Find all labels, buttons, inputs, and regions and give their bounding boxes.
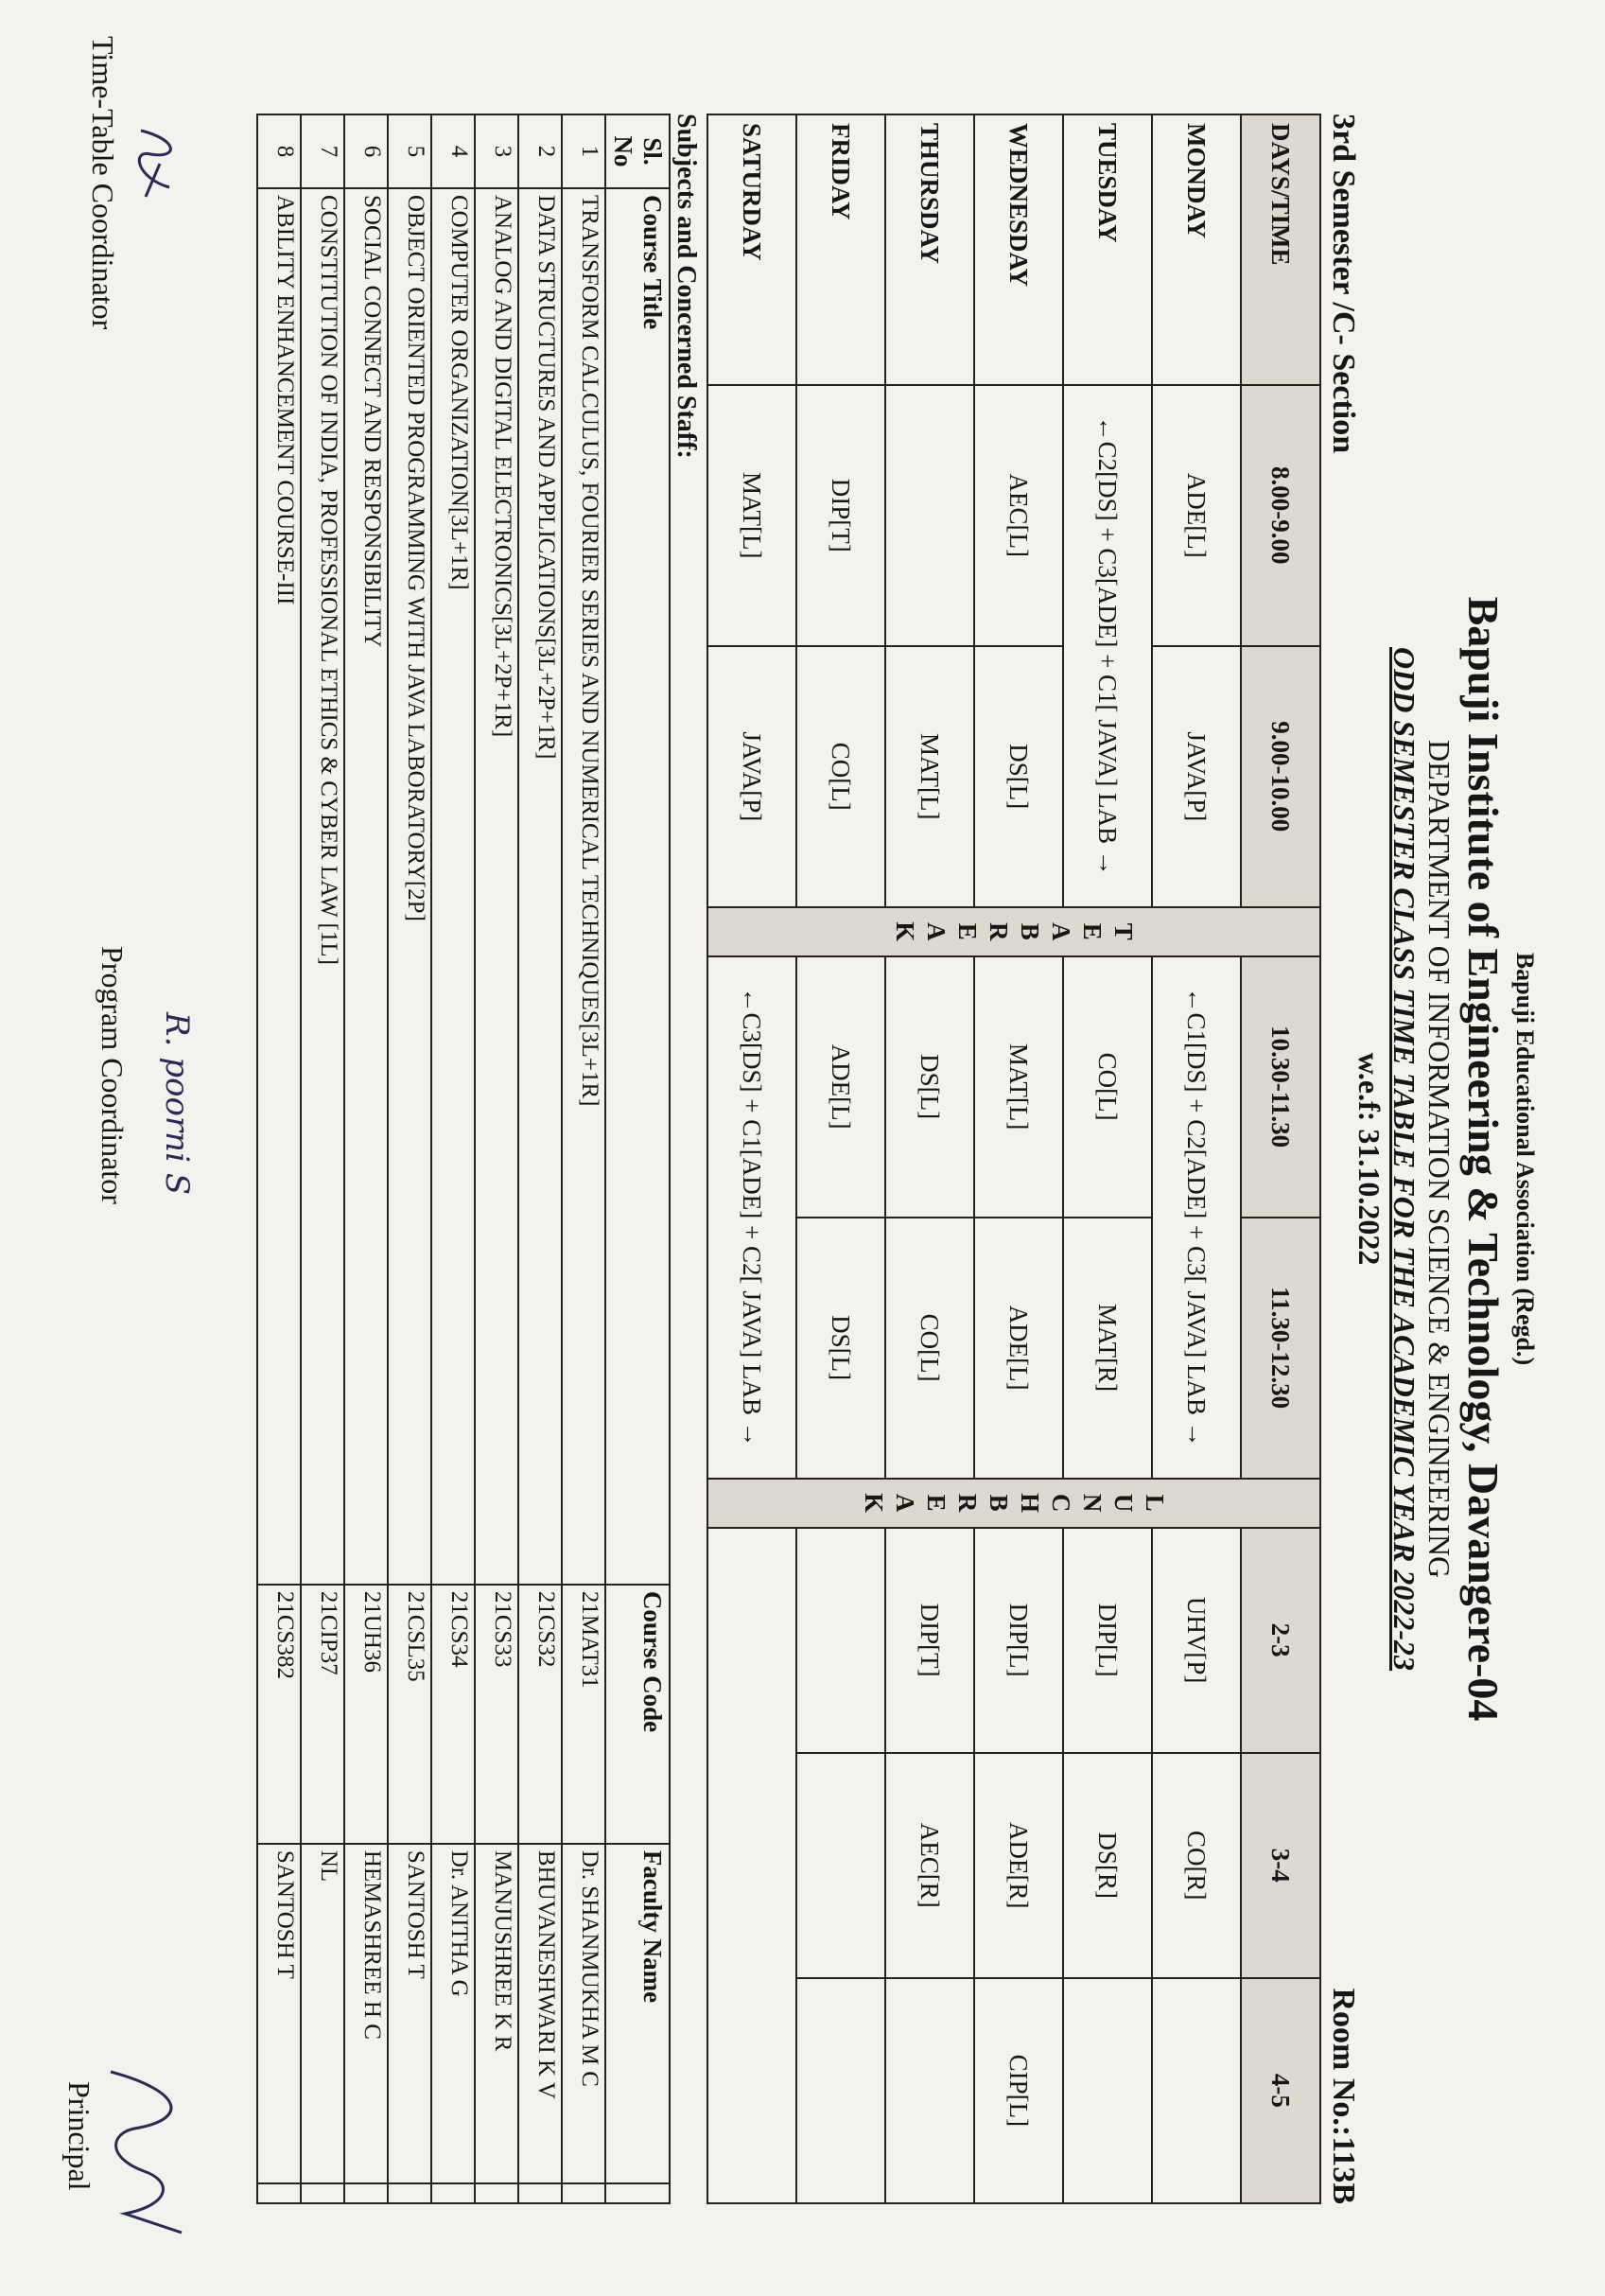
break-letter: C <box>1047 1493 1075 1513</box>
timetable-row-saturday <box>707 114 796 2203</box>
slot-header: 8.00-9.00 <box>1241 385 1320 646</box>
timetable-cell: DS[L] <box>796 1218 885 1479</box>
break-letter: E <box>953 922 982 940</box>
timetable-cell: CO[L] <box>885 1218 974 1479</box>
break-letter: E <box>1078 922 1107 940</box>
timetable-cell <box>1063 1978 1152 2203</box>
day-cell: SATURDAY <box>707 114 796 385</box>
timetable-cell: MAT[L] <box>707 385 796 646</box>
sl-no: 6 <box>344 114 388 188</box>
timetable-cell: MAT[L] <box>885 646 974 907</box>
timetable-cell: ADE[L] <box>974 1218 1063 1479</box>
principal-label: Principal <box>62 2081 96 2191</box>
course-code: 21CS382 <box>257 1585 301 1844</box>
slot-header: 3-4 <box>1241 1753 1320 1978</box>
break-letter: B <box>985 1494 1013 1512</box>
empty-cell <box>431 2183 475 2203</box>
effective-date: w.e.f: 31.10.2022 <box>1352 1052 1387 1266</box>
course-title: TRANSFORM CALCULUS, FOURIER SERIES AND NUMERICAL TECHNIQUES[3L+1R] <box>562 188 605 1585</box>
break-letter: T <box>1109 922 1138 940</box>
corner-cell: DAYS/TIME <box>1241 114 1320 385</box>
faculty-name: BHUVANESHWARI K V <box>518 1844 562 2183</box>
timetable-row-wednesday <box>974 114 1063 2203</box>
timetable-cell: DS[R] <box>1063 1753 1152 1978</box>
subjects-table <box>256 114 671 2204</box>
faculty-name-header: Faculty Name <box>605 1844 670 2183</box>
course-code: 21MAT31 <box>562 1585 605 1844</box>
document-content <box>256 114 1539 2204</box>
timetable-cell: AEC[R] <box>885 1753 974 1978</box>
subjects-heading: Subjects and Concerned Staff: <box>672 114 701 459</box>
timetable-cell: UHV[P] <box>1152 1528 1241 1753</box>
course-title-header: Course Title <box>605 188 670 1585</box>
room-number: Room No.:113B <box>1326 1988 1361 2204</box>
timetable-cell: ADE[L] <box>796 956 885 1218</box>
lunch-break-column <box>707 1479 1320 1528</box>
timetable-cell: ADE[R] <box>974 1753 1063 1978</box>
timetable-cell <box>796 1978 885 2203</box>
timetable-cell <box>796 1528 885 1753</box>
sl-no-header: Sl. No <box>605 114 670 188</box>
day-cell: WEDNESDAY <box>974 114 1063 385</box>
timetable-cell: DIP[L] <box>1063 1528 1152 1753</box>
timetable-row-monday <box>1152 114 1241 2203</box>
course-title: OBJECT ORIENTED PROGRAMMING WITH JAVA LABORATORY[2P] <box>388 188 431 1585</box>
slot-header: 4-5 <box>1241 1978 1320 2203</box>
program-coordinator-sign: R. poorni S <box>158 1012 196 1196</box>
timetable-row-friday <box>796 114 885 2203</box>
subject-row <box>388 114 431 2203</box>
slot-header: 2-3 <box>1241 1528 1320 1753</box>
course-code: 21CIP37 <box>301 1585 344 1844</box>
timetable-cell: AEC[L] <box>974 385 1063 646</box>
subjects-header-row <box>605 114 670 2203</box>
timetable-coordinator-label: Time-Table Coordinator <box>86 36 120 330</box>
timetable-grid <box>707 114 1321 2204</box>
timetable-cell: JAVA[P] <box>707 646 796 907</box>
subject-row <box>431 114 475 2203</box>
empty-cell <box>562 2183 605 2203</box>
lab-cell: ←C1[DS] + C2[ADE] + C3[ JAVA] LAB → <box>1152 956 1241 1479</box>
timetable-cell: CO[L] <box>1063 956 1152 1218</box>
timetable-cell: DIP[L] <box>974 1528 1063 1753</box>
empty-cell <box>257 2183 301 2203</box>
faculty-name: Dr. SHANMUKHA M C <box>562 1844 605 2183</box>
institute-name: Bapuji Institute of Engineering & Technology, Davangere-04 <box>1459 596 1508 1722</box>
timetable-cell: MAT[L] <box>974 956 1063 1218</box>
break-letter: E <box>922 1494 951 1512</box>
timetable-title: ODD SEMESTER CLASS TIME TABLE FOR THE ACADEMIC YEAR 2022-23 <box>1387 646 1422 1672</box>
course-title: ABILITY ENHANCEMENT COURSE-III <box>257 188 301 1585</box>
timetable-cell <box>1152 1978 1241 2203</box>
sl-no: 1 <box>562 114 605 188</box>
faculty-name: SANTOSH T <box>388 1844 431 2183</box>
association-name: Bapuji Educational Association (Regd.) <box>1511 952 1539 1366</box>
signature-scribble-icon <box>122 121 188 206</box>
slot-header: 10.30-11.30 <box>1241 956 1320 1218</box>
break-letter: H <box>1016 1493 1044 1514</box>
empty-cell <box>344 2183 388 2203</box>
semester-section: 3rd Semester /C- Section <box>1326 114 1361 454</box>
subject-row <box>344 114 388 2203</box>
timetable-cell <box>885 385 974 646</box>
sl-no: 3 <box>475 114 518 188</box>
empty-cell <box>518 2183 562 2203</box>
lab-cell: ←C2[DS] + C3[ADE] + C1[ JAVA] LAB → <box>1063 385 1152 907</box>
subject-row <box>562 114 605 2203</box>
day-cell: THURSDAY <box>885 114 974 385</box>
timetable-cell: JAVA[P] <box>1152 646 1241 907</box>
break-letter: A <box>922 921 951 941</box>
course-code: 21CS33 <box>475 1585 518 1844</box>
break-letter: A <box>1047 921 1075 941</box>
tea-break-letters <box>889 908 1139 955</box>
faculty-name: SANTOSH T <box>257 1844 301 2183</box>
timetable-cell <box>885 1978 974 2203</box>
empty-cell <box>475 2183 518 2203</box>
subject-row <box>518 114 562 2203</box>
sl-no: 4 <box>431 114 475 188</box>
timetable-cell: ADE[L] <box>1152 385 1241 646</box>
timetable-cell: CO[R] <box>1152 1753 1241 1978</box>
empty-cell <box>388 2183 431 2203</box>
subject-row <box>301 114 344 2203</box>
empty-header <box>605 2183 670 2203</box>
faculty-name: MANJUSHREE K R <box>475 1844 518 2183</box>
day-cell: FRIDAY <box>796 114 885 385</box>
class-meta <box>1325 114 1359 2204</box>
course-code: 21CSL35 <box>388 1585 431 1844</box>
break-letter: N <box>1078 1493 1107 1513</box>
program-coordinator-signature <box>95 946 196 1204</box>
course-title: SOCIAL CONNECT AND RESPONSIBILITY <box>344 188 388 1585</box>
break-letter: K <box>860 1493 888 1514</box>
course-code-header: Course Code <box>605 1585 670 1844</box>
slot-header: 11.30-12.30 <box>1241 1218 1320 1479</box>
empty-afternoon <box>707 1528 796 2203</box>
principal-signature <box>61 2081 96 2191</box>
day-cell: MONDAY <box>1152 114 1241 385</box>
course-title: ANALOG AND DIGITAL ELECTRONICS[3L+2P+1R] <box>475 188 518 1585</box>
course-code: 21CS32 <box>518 1585 562 1844</box>
document-header <box>1352 114 1539 2204</box>
break-letter: L <box>1141 1494 1169 1512</box>
timetable-cell: CIP[L] <box>974 1978 1063 2203</box>
lunch-break-letters <box>858 1480 1170 1527</box>
timetable-header-row <box>1241 114 1320 2203</box>
empty-cell <box>301 2183 344 2203</box>
break-letter: A <box>891 1493 919 1513</box>
timetable-cell: DIP[T] <box>885 1528 974 1753</box>
timetable-cell: MAT[R] <box>1063 1218 1152 1479</box>
timetable-cell <box>796 1753 885 1978</box>
course-code: 21UH36 <box>344 1585 388 1844</box>
faculty-name: NL <box>301 1844 344 2183</box>
sl-no: 5 <box>388 114 431 188</box>
tea-break-column <box>707 907 1320 956</box>
break-letter: R <box>985 921 1013 941</box>
timetable-row-tuesday <box>1063 114 1152 2203</box>
principal-scribble-icon <box>96 2062 201 2242</box>
subject-row <box>257 114 301 2203</box>
department-name: DEPARTMENT OF INFORMATION SCIENCE & ENGINEERING <box>1422 739 1457 1579</box>
timetable-cell: CO[L] <box>796 646 885 907</box>
slot-header: 9.00-10.00 <box>1241 646 1320 907</box>
day-cell: TUESDAY <box>1063 114 1152 385</box>
faculty-name: Dr. ANITHA G <box>431 1844 475 2183</box>
timetable-row-thursday <box>885 114 974 2203</box>
course-title: DATA STRUCTURES AND APPLICATIONS[3L+2P+1R] <box>518 188 562 1585</box>
break-letter: K <box>891 921 919 942</box>
timetable-cell: DIP[T] <box>796 385 885 646</box>
break-letter: B <box>1016 922 1044 940</box>
course-code: 21CS34 <box>431 1585 475 1844</box>
break-letter: U <box>1109 1493 1138 1513</box>
course-title: CONSTITUTION OF INDIA, PROFESSIONAL ETHICS & CYBER LAW [1L] <box>301 188 344 1585</box>
timetable-coordinator-signature <box>85 36 120 329</box>
lab-cell: ←C3[DS] + C1[ADE] + C2[ JAVA] LAB → <box>707 956 796 1479</box>
program-coordinator-label: Program Coordinator <box>96 946 130 1204</box>
timetable-cell: DS[L] <box>974 646 1063 907</box>
timetable-cell: DS[L] <box>885 956 974 1218</box>
course-title: COMPUTER ORGANIZATION[3L+1R] <box>431 188 475 1585</box>
break-letter: R <box>953 1493 982 1513</box>
sl-no: 2 <box>518 114 562 188</box>
faculty-name: HEMASHREE H C <box>344 1844 388 2183</box>
sl-no: 7 <box>301 114 344 188</box>
subject-row <box>475 114 518 2203</box>
sl-no: 8 <box>257 114 301 188</box>
